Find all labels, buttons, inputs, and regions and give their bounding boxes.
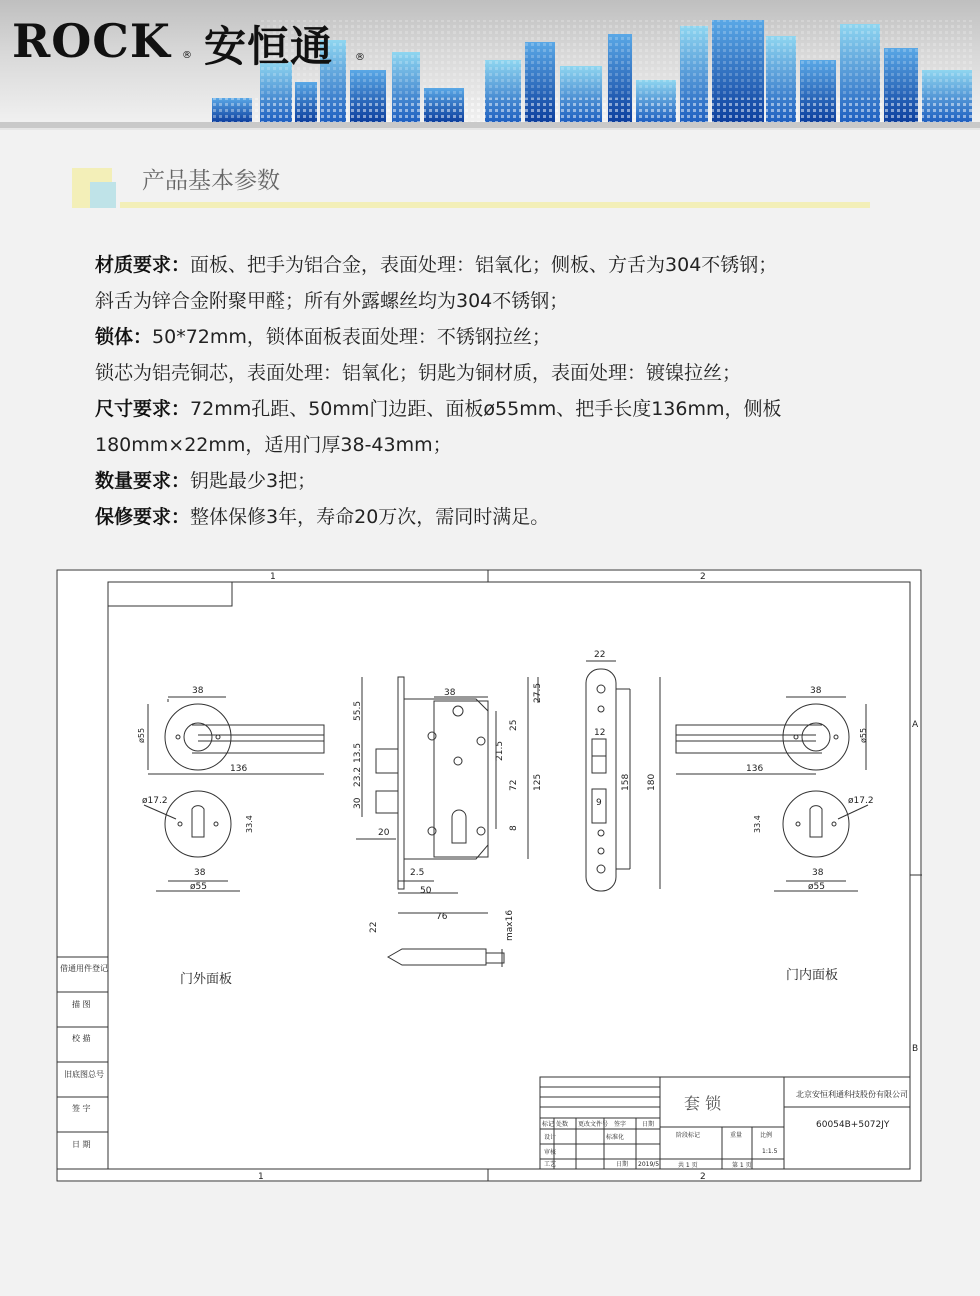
title-block-date-label: 日期 [616,1161,629,1168]
registered-mark-2: ® [355,52,365,63]
spec-line-material [95,247,875,283]
lock-case [404,699,488,859]
dim-lock-8: 8 [509,825,519,831]
dim-lock-25: 25 [509,719,519,731]
dim-plate-22: 22 [594,650,606,660]
spec-text: 180mm×22mm，适用门厚38-43mm； [95,434,452,456]
spec-line-size [95,391,875,427]
drawing-corner-box [108,582,232,606]
dim-plate-9: 9 [596,798,602,808]
inner-rose [783,704,849,770]
side-table-row: 校 描 [72,1034,91,1043]
title-block-company: 北京安恒利通科技股份有限公司 [796,1090,908,1099]
dim-rose-width-outer-2: 38 [194,868,206,878]
dim-lock-125: 125 [533,773,543,791]
side-table-row: 旧底图总号 [64,1070,104,1079]
spec-label: 数量要求： [95,470,191,492]
title-block-scale: 1:1.5 [762,1148,778,1155]
dim-plate-12: 12 [594,728,606,738]
dim-lock-38: 38 [444,688,456,698]
zone-number-1: 1 [270,572,276,582]
spec-text: 斜舌为锌合金附聚甲醛；所有外露螺丝均为304不锈钢； [95,290,569,312]
lock-faceplate [398,677,404,889]
spec-text: 50*72mm，锁体面板表面处理：不锈钢拉丝； [152,326,551,348]
dim-lock-76: 76 [436,912,448,922]
title-block-header-count: 处数 [556,1121,569,1128]
dim-lock-30: 30 [353,797,363,809]
registered-mark: ® [182,50,192,61]
dim-cyl-height-outer: 33.4 [245,815,254,833]
side-plate [586,669,616,891]
spec-line-lock-body [95,319,875,355]
brand-logo-chinese: 安恒通 [204,22,334,71]
dim-rose-width-inner-2: 38 [812,868,824,878]
drawing-inner-frame [108,582,910,1169]
title-block-sheet-number: 第 1 页 [732,1162,752,1169]
dim-screw-hole-inner: ø17.2 [848,796,874,806]
dim-lock-21-5: 21.5 [495,740,505,761]
dim-handle-length-outer: 136 [230,764,248,774]
title-block-sheets-total: 共 1 页 [678,1162,698,1169]
spec-label: 保修要求： [95,506,191,528]
drawing-outer-frame [57,570,921,1181]
side-table-row: 日 期 [72,1140,91,1149]
section-underline [120,202,870,208]
zone-number-2: 2 [700,572,706,582]
spec-line-size-cont [95,427,875,463]
dim-spindle-max16: max16 [505,909,515,941]
spec-line-quantity [95,463,875,499]
spec-line-warranty [95,499,875,535]
title-block-header-change: 更改文件号 [578,1121,609,1128]
title-block-row-review: 审核 [544,1149,557,1156]
dim-rose-diameter-outer: ø55 [137,727,146,743]
dim-rose-width-inner: 38 [810,686,822,696]
title-block-header-mark: 标记 [542,1121,555,1128]
dim-plate-158: 158 [621,773,631,791]
dim-lock-20: 20 [378,828,390,838]
outer-rose [165,704,231,770]
outer-panel-label: 门外面板 [180,972,233,987]
zone-number-2-bottom: 2 [700,1172,706,1182]
spec-text: 面板、把手为铝合金，表面处理：铝氧化；侧板、方舌为304不锈钢； [190,254,778,276]
dim-handle-length-inner: 136 [746,764,764,774]
drawing-canvas [56,569,922,1182]
spec-label: 尺寸要求： [95,398,191,420]
side-table [57,957,108,1169]
spec-line-cylinder [95,355,875,391]
side-table-row: 描 图 [72,1000,91,1009]
section-title: 产品基本参数 [142,168,280,194]
dim-rose-diameter-outer-2: ø55 [190,882,207,892]
title-block-header-sign: 签字 [614,1121,627,1128]
dim-spindle-22: 22 [369,921,379,933]
spec-text: 锁芯为铝壳铜芯，表面处理：铝氧化；钥匙为铜材质，表面处理：镀镍拉丝； [95,362,742,384]
spec-text: 整体保修3年，寿命20万次，需同时满足。 [190,506,550,528]
zone-number-1-bottom: 1 [258,1172,264,1182]
dim-lock-27-5: 27.5 [533,682,543,703]
header-divider-light [0,128,980,130]
dim-screw-hole-outer: ø17.2 [142,796,168,806]
spec-line-material-cont [95,283,875,319]
title-block-row-process: 工艺 [544,1161,557,1168]
outer-cylinder-rose [165,791,231,857]
title-block-stage-mark: 阶段标记 [676,1132,701,1139]
dim-lock-50: 50 [420,886,432,896]
zone-letter-b: B [912,1044,919,1054]
zone-letter-a: A [912,720,919,730]
title-block-date: 2019/5 [638,1161,660,1168]
side-table-row: 借通用件登记 [60,964,108,973]
title-block-drawing-number: 60054B+5072JY [816,1120,890,1130]
dim-cyl-height-inner: 33.4 [753,815,762,833]
spec-label: 材质要求： [95,254,191,276]
technical-drawing [56,569,922,1182]
title-block-weight: 重量 [730,1132,743,1139]
dim-rose-width-outer: 38 [192,686,204,696]
title-block-part-name: 套 锁 [684,1094,722,1113]
brand-logo-latin: ROCK [12,14,171,68]
title-block-standardize: 标准化 [606,1134,625,1141]
spec-label: 锁体： [95,326,153,348]
dim-rose-diameter-inner-2: ø55 [808,882,825,892]
title-block-header-date: 日期 [642,1121,655,1128]
spec-text: 钥匙最少3把； [190,470,317,492]
spindle [388,949,486,965]
dim-rose-diameter-inner: ø55 [859,727,868,743]
spec-list [95,247,875,535]
dim-lock-55-5: 55.5 [353,700,363,721]
dim-lock-2-5: 2.5 [410,868,425,878]
header-banner [0,0,980,122]
spec-text: 72mm孔距、50mm门边距、面板ø55mm、把手长度136mm，侧板 [190,398,782,420]
section-icon-cyan-square [90,182,116,208]
dim-lock-72: 72 [509,779,519,791]
side-table-row: 签 字 [72,1104,91,1113]
dim-plate-180: 180 [647,773,657,791]
dim-lock-13-5: 13.5 [353,742,363,763]
inner-cylinder-rose [783,791,849,857]
title-block-scale-label: 比例 [760,1132,773,1139]
title-block-row-design: 设计 [544,1134,557,1141]
inner-panel-label: 门内面板 [786,968,839,983]
dim-lock-23-2: 23.2 [353,766,363,787]
